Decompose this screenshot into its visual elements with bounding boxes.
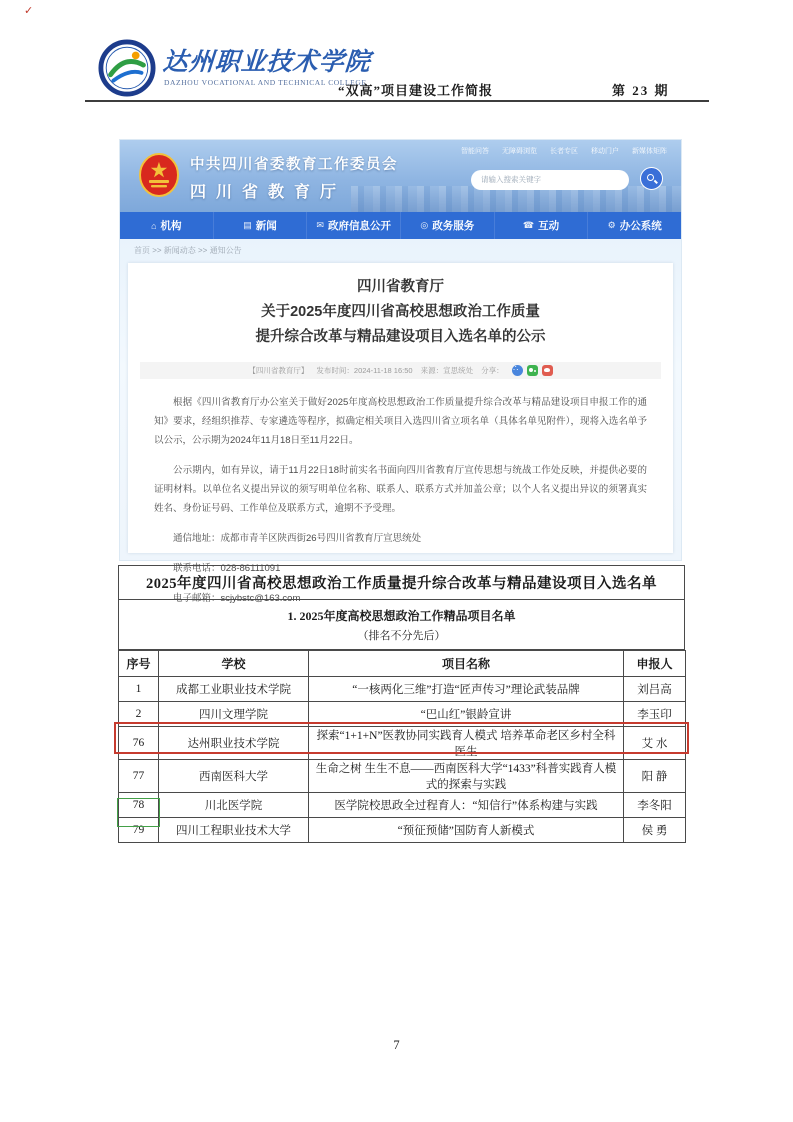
nav-label: 政府信息公开 <box>327 220 391 232</box>
nav-label: 互动 <box>538 220 560 232</box>
cell-project: 医学院校思政全过程育人：“知信行”体系构建与实践 <box>309 793 624 818</box>
cell-applicant: 李玉印 <box>624 702 686 727</box>
nav-item-office-system[interactable] <box>588 212 681 239</box>
meta-share-label: 分享： <box>481 366 504 375</box>
table-row <box>119 677 686 702</box>
breadcrumb[interactable]: 首页 >> 新闻动态 >> 通知公告 <box>134 246 242 255</box>
skyline-decoration <box>351 186 681 212</box>
nav-label: 新闻 <box>255 220 277 232</box>
link-accessibility[interactable]: 无障碍浏览 <box>502 148 537 155</box>
news-icon: ▤ <box>243 220 252 230</box>
cell-no: 1 <box>119 677 159 702</box>
national-emblem-icon <box>138 153 180 197</box>
table-subtitle-note: （排名不分先后） <box>357 629 446 642</box>
cell-project: “一核两化三维”打造“匠声传习”理论武装品牌 <box>309 677 624 702</box>
website-content-area <box>120 239 681 604</box>
article-title-line1: 四川省教育厅 <box>357 279 444 295</box>
building-icon: ⌂ <box>151 220 157 231</box>
search-icon <box>647 174 654 181</box>
college-name: 达州职业技术学院 <box>161 47 372 76</box>
meta-publish-time: 发布时间：2024-11-18 16:50 <box>316 366 413 375</box>
nav-label: 政务服务 <box>432 220 475 232</box>
table-title: 2025年度四川省高校思想政治工作质量提升综合改革与精品建设项目入选名单 <box>118 565 685 600</box>
cell-project: 生命之树 生生不息——西南医科大学“1433”科普实践育人模式的探索与实践 <box>309 760 624 793</box>
cell-no: 79 <box>119 818 159 843</box>
nav-item-info-disclosure[interactable] <box>307 212 401 239</box>
nav-item-interaction[interactable] <box>495 212 589 239</box>
cell-school: 四川文理学院 <box>159 702 309 727</box>
scan-artifact-mark: ✓ <box>24 5 34 17</box>
top-utility-links <box>461 146 667 156</box>
nav-label: 机构 <box>160 220 182 232</box>
cell-applicant: 李冬阳 <box>624 793 686 818</box>
col-header-project: 项目名称 <box>309 651 624 677</box>
cell-school: 西南医科大学 <box>159 760 309 793</box>
website-banner <box>120 140 681 212</box>
link-senior-zone[interactable]: 长者专区 <box>550 148 578 155</box>
paragraph-basis: 根据《四川省教育厅办公室关于做好2025年度高校思想政治工作质量提升综合改革与精品建设项目申报工作的通知》要求，经组织推荐、专家遴选等程序，拟确定相关项目入选四川省立项名单（具体名单见附件），现将入选名单予以公示，公示期为2024年11月18日至11月22日。 <box>154 397 647 446</box>
share-icon[interactable] <box>512 365 523 376</box>
paragraph-phone: 联系电话：028-86111091 <box>173 563 281 574</box>
cell-applicant: 侯 勇 <box>624 818 686 843</box>
nav-item-orgs[interactable] <box>120 212 214 239</box>
cell-no: 2 <box>119 702 159 727</box>
college-name-english: DAZHOU VOCATIONAL AND TECHNICAL COLLEGE <box>164 78 367 87</box>
website-navbar <box>120 212 681 239</box>
paragraph-address: 通信地址：成都市青羊区陕西街26号四川省教育厅宣思统处 <box>173 533 422 544</box>
wechat-icon[interactable] <box>527 365 538 376</box>
website-screenshot <box>120 140 681 604</box>
link-smart-qa[interactable]: 智能问答 <box>461 148 489 155</box>
weibo-icon[interactable] <box>542 365 553 376</box>
cell-project: “巴山红”银龄宣讲 <box>309 702 624 727</box>
cell-applicant: 阳 静 <box>624 760 686 793</box>
cell-applicant: 刘吕高 <box>624 677 686 702</box>
paragraph-email: 电子邮箱：scjybstc@163.com <box>173 593 301 604</box>
header-divider <box>85 100 709 102</box>
cell-no: 77 <box>119 760 159 793</box>
results-table <box>118 650 686 843</box>
article-title-line3: 提升综合改革与精品建设项目入选名单的公示 <box>255 329 546 345</box>
cell-no: 78 <box>119 793 159 818</box>
paragraph-objection: 公示期内，如有异议，请于11月22日18时前实名书面向四川省教育厅宣传思想与统战工作处反映，并提供必要的证明材料。以单位名义提出异议的须写明单位名称、联系人、联系方式并加盖公章；以个人名义提出异议的须署真实姓名、身份证号码、工作单位及联系方式，逾期不予受理。 <box>154 465 647 514</box>
table-subtitle <box>118 600 685 650</box>
cell-no: 76 <box>119 727 159 760</box>
gear-icon: ⚙ <box>607 220 616 230</box>
meta-source: 【四川省教育厅】 <box>248 366 309 375</box>
bulletin-title: “双高”项目建设工作简报 <box>338 83 494 98</box>
service-icon: ◎ <box>420 220 429 230</box>
nav-item-news[interactable] <box>214 212 308 239</box>
search-input[interactable] <box>471 170 629 190</box>
link-new-media[interactable]: 新媒体矩阵 <box>632 148 667 155</box>
table-header-row <box>119 651 686 677</box>
col-header-no: 序号 <box>119 651 159 677</box>
col-header-school: 学校 <box>159 651 309 677</box>
col-header-applicant: 申报人 <box>624 651 686 677</box>
issue-number: 第 23 期 <box>612 83 670 98</box>
org-name-department: 四川省教育厅 <box>190 184 347 201</box>
page-number: 7 <box>393 1038 400 1052</box>
college-logo <box>98 39 156 97</box>
table-row <box>119 793 686 818</box>
table-row-highlighted-green <box>119 818 686 843</box>
phone-icon: ☎ <box>522 220 535 230</box>
cell-project: 探索“1+1+N”医教协同实践育人模式 培养革命老区乡村全科医生 <box>309 727 624 760</box>
nav-label: 办公系统 <box>619 220 662 232</box>
selection-list-table <box>118 565 685 843</box>
cell-school: 达州职业技术学院 <box>159 727 309 760</box>
college-logo-icon <box>98 39 156 97</box>
search-button[interactable] <box>640 167 663 190</box>
link-mobile-portal[interactable]: 移动门户 <box>591 148 619 155</box>
cell-project: “预征预储”国防育人新模式 <box>309 818 624 843</box>
envelope-icon: ✉ <box>316 220 324 230</box>
org-name-committee: 中共四川省委教育工作委员会 <box>190 157 398 173</box>
table-row <box>119 702 686 727</box>
article-title-line2: 关于2025年度四川省高校思想政治工作质量 <box>261 304 540 320</box>
article-card <box>128 263 673 604</box>
table-row-highlighted-red <box>119 727 686 760</box>
nav-item-services[interactable] <box>401 212 495 239</box>
cell-school: 四川工程职业技术大学 <box>159 818 309 843</box>
article-meta-bar <box>140 362 661 379</box>
meta-origin: 来源：宣思统处 <box>420 366 474 375</box>
table-subtitle-line: 1. 2025年度高校思想政治工作精品项目名单 <box>287 608 516 623</box>
cell-school: 成都工业职业技术学院 <box>159 677 309 702</box>
cell-school: 川北医学院 <box>159 793 309 818</box>
cell-applicant: 艾 水 <box>624 727 686 760</box>
table-row <box>119 760 686 793</box>
